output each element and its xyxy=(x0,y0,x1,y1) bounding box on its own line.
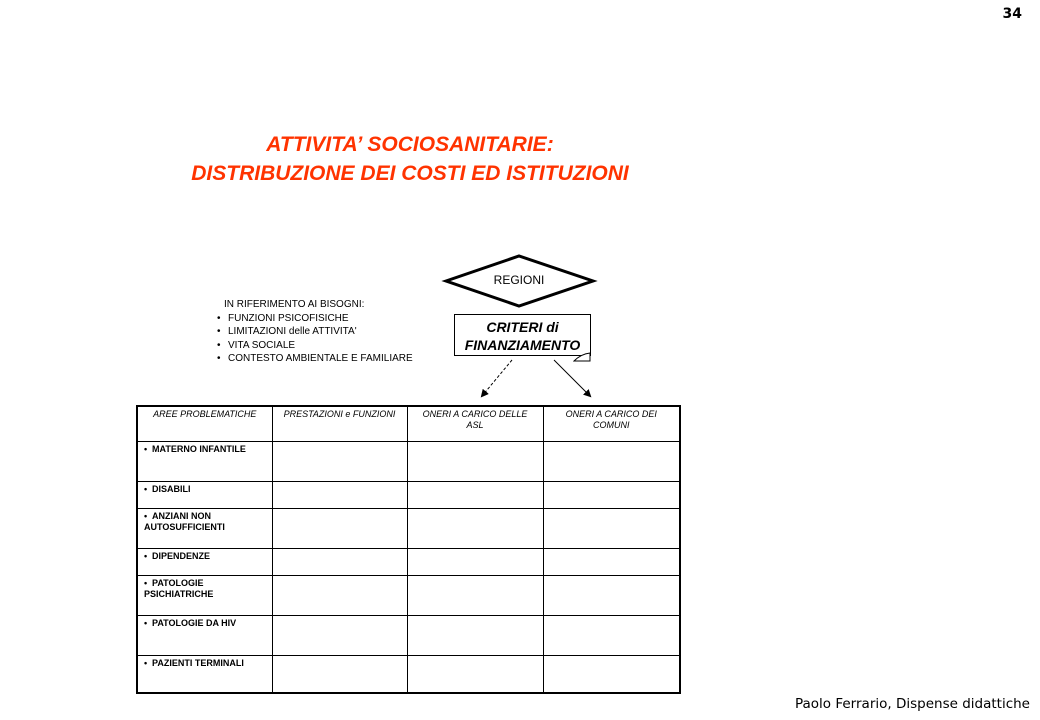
header-oneri-comuni: ONERI A CARICO DEI COMUNI xyxy=(543,406,680,441)
header-aree: AREE PROBLEMATICHE xyxy=(137,406,272,441)
cell-asl xyxy=(407,508,543,548)
row-area: PATOLOGIE PSICHIATRICHE xyxy=(144,577,214,599)
cell-asl xyxy=(407,575,543,615)
needs-heading: IN RIFERIMENTO AI BISOGNI: xyxy=(224,299,365,310)
row-area: ANZIANI NON AUTOSUFFICIENTI xyxy=(144,510,225,532)
cell-comuni xyxy=(543,655,680,693)
needs-item: • LIMITAZIONI delle ATTIVITA' xyxy=(217,325,413,339)
table-row: • DIPENDENZE xyxy=(137,548,680,575)
criteri-line-2: FINANZIAMENTO xyxy=(464,337,581,353)
criteri-finanziamento-box xyxy=(454,314,591,356)
title-line-1: ATTIVITA’ SOCIOSANITARIE: xyxy=(266,133,554,156)
title-line-2: DISTRIBUZIONE DEI COSTI ED ISTITUZIONI xyxy=(191,162,629,185)
row-area: MATERNO INFANTILE xyxy=(152,443,246,454)
cell-comuni xyxy=(543,575,680,615)
cell-prestazioni xyxy=(272,481,407,508)
needs-item: • VITA SOCIALE xyxy=(217,339,413,353)
row-area: DIPENDENZE xyxy=(152,550,211,561)
header-prestazioni: PRESTAZIONI e FUNZIONI xyxy=(272,406,407,441)
cell-prestazioni xyxy=(272,548,407,575)
arrow-to-comuni xyxy=(554,360,590,396)
table-row: • PATOLOGIE DA HIV xyxy=(137,615,680,655)
header-oneri-asl: ONERI A CARICO DELLE ASL xyxy=(407,406,543,441)
cost-distribution-table xyxy=(136,405,681,694)
regioni-label: REGIONI xyxy=(493,273,545,287)
cell-asl xyxy=(407,441,543,481)
cell-prestazioni xyxy=(272,508,407,548)
table-row: • PATOLOGIE PSICHIATRICHE xyxy=(137,575,680,615)
page-fold-icon xyxy=(573,352,591,362)
cell-prestazioni xyxy=(272,655,407,693)
cell-prestazioni xyxy=(272,441,407,481)
table-header-row xyxy=(137,406,680,441)
cell-asl xyxy=(407,655,543,693)
footer-credit: Paolo Ferrario, Dispense didattiche xyxy=(794,696,1030,712)
cell-asl xyxy=(407,481,543,508)
cell-comuni xyxy=(543,508,680,548)
cell-comuni xyxy=(543,441,680,481)
cell-comuni xyxy=(543,548,680,575)
arrow-to-asl xyxy=(482,360,512,396)
needs-item: • CONTESTO AMBIENTALE E FAMILIARE xyxy=(217,352,413,366)
cell-comuni xyxy=(543,615,680,655)
table-row: • MATERNO INFANTILE xyxy=(137,441,680,481)
table-row: • ANZIANI NON AUTOSUFFICIENTI xyxy=(137,508,680,548)
cell-asl xyxy=(407,548,543,575)
cell-prestazioni xyxy=(272,575,407,615)
page-number: 34 xyxy=(1002,6,1022,22)
cell-comuni xyxy=(543,481,680,508)
row-area: PAZIENTI TERMINALI xyxy=(152,657,244,668)
table-row: • PAZIENTI TERMINALI xyxy=(137,655,680,693)
row-area: DISABILI xyxy=(152,483,191,494)
cell-asl xyxy=(407,615,543,655)
row-area: PATOLOGIE DA HIV xyxy=(152,617,237,628)
table-row: • DISABILI xyxy=(137,481,680,508)
criteri-line-1: CRITERI di xyxy=(486,319,559,335)
cell-prestazioni xyxy=(272,615,407,655)
needs-item: • FUNZIONI PSICOFISICHE xyxy=(217,312,413,326)
